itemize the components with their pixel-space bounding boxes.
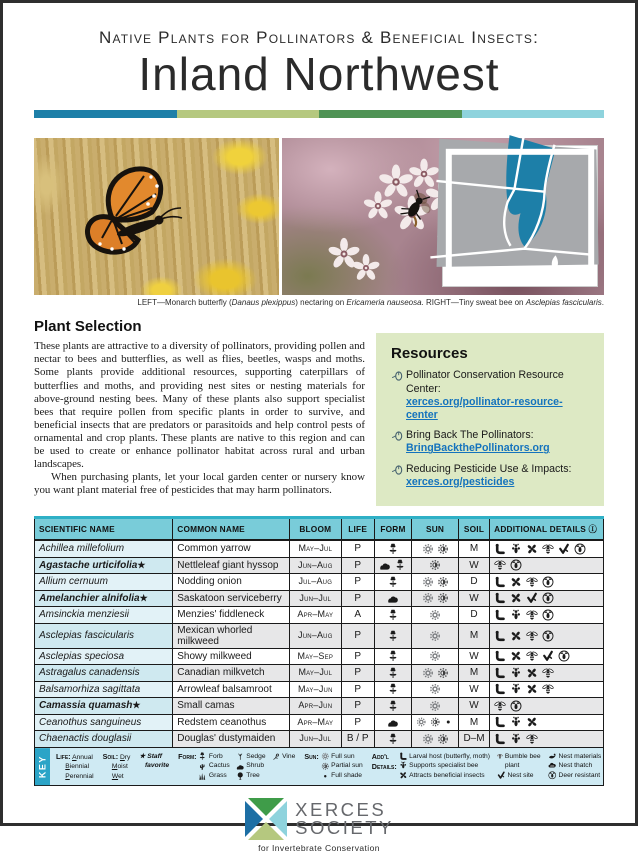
- forb-icon: [198, 752, 207, 761]
- shrub-icon: [379, 559, 391, 571]
- form-cell: [374, 590, 412, 607]
- bumble-bee-icon: [526, 576, 538, 588]
- soil-cell: D: [458, 607, 489, 624]
- shrub-icon: [387, 592, 399, 604]
- deer-resistant-icon: [510, 559, 522, 571]
- specialist-bee-icon: [399, 761, 408, 770]
- additional-details-cell: [490, 714, 604, 731]
- common-name-cell: Showy milkweed: [173, 648, 290, 665]
- specialist-bee-icon: [510, 667, 522, 679]
- forb-icon: [387, 733, 399, 745]
- forb-icon: [387, 543, 399, 555]
- partial-sun-icon: [437, 576, 449, 588]
- plant-selection-paragraph-2: When purchasing plants, let your local garden center or nursery know you want plant material free of pesticides that may harm pollinators.: [34, 471, 365, 497]
- sun-cell: [412, 574, 459, 591]
- form-cell: [374, 731, 412, 748]
- full-sun-icon: [422, 733, 434, 745]
- forb-icon: [387, 683, 399, 695]
- additional-details-cell: [490, 731, 604, 748]
- larval-host-icon: [494, 667, 506, 679]
- full-sun-icon: [422, 667, 434, 679]
- bumble-bee-icon: [526, 630, 538, 642]
- resource-link[interactable]: xerces.org/pollinator-resource-center: [406, 395, 563, 421]
- larval-host-icon: [494, 630, 506, 642]
- bloom-cell: Jun–Aug: [289, 623, 341, 648]
- forb-icon: [387, 667, 399, 679]
- soil-cell: D–M: [458, 731, 489, 748]
- form-cell: [374, 714, 412, 731]
- sedge-icon: [236, 752, 245, 761]
- vine-icon: [272, 752, 281, 761]
- partial-sun-icon: [437, 667, 449, 679]
- column-header-soil: SOIL: [458, 518, 489, 541]
- scientific-name-cell: Chaenactis douglasii: [35, 731, 173, 748]
- scientific-name-cell: Allium cernuum: [35, 574, 173, 591]
- sun-cell: [412, 557, 459, 574]
- mouse-icon: [391, 370, 403, 382]
- larval-host-icon: [494, 592, 506, 604]
- page-title: Inland Northwest: [138, 48, 500, 100]
- common-name-cell: Saskatoon serviceberry: [173, 590, 290, 607]
- xerces-x-mark-icon: [244, 797, 288, 841]
- bloom-cell: Jun–Jul: [289, 731, 341, 748]
- sun-cell: [412, 648, 459, 665]
- bumble-bee-icon: [542, 683, 554, 695]
- key-sun-item: Partial sun: [321, 761, 363, 771]
- deer-resistant-icon: [542, 576, 554, 588]
- life-cell: P: [341, 557, 374, 574]
- sun-cell: [412, 731, 459, 748]
- grass-icon: [198, 772, 207, 781]
- scientific-name-cell: Amsinckia menziesii: [35, 607, 173, 624]
- bumble-bee-icon: [542, 667, 554, 679]
- key-form-item: Shrub: [236, 761, 266, 771]
- logo-tagline: for Invertebrate Conservation: [258, 842, 380, 853]
- key-detail-item: Deer resistant: [548, 771, 601, 781]
- color-bar-segment-3: [319, 110, 462, 118]
- soil-cell: M: [458, 714, 489, 731]
- table-header-row: [35, 518, 604, 541]
- key-detail-item: Nest site: [497, 771, 541, 781]
- life-cell: P: [341, 623, 374, 648]
- beneficial-insects-icon: [510, 576, 522, 588]
- nest-site-icon: [542, 650, 554, 662]
- plant-selection-section: [34, 316, 365, 506]
- bumble-bee-icon: [494, 700, 506, 712]
- deer-resistant-icon: [542, 630, 554, 642]
- color-bar-segment-4: [462, 110, 605, 118]
- specialist-bee-icon: [510, 683, 522, 695]
- full-sun-icon: [429, 630, 441, 642]
- key-form-item: Forb: [198, 752, 229, 762]
- common-name-cell: Common yarrow: [173, 540, 290, 557]
- sun-cell: [412, 665, 459, 682]
- form-cell: [374, 607, 412, 624]
- larval-host-icon: [494, 543, 506, 555]
- plant-selection-heading: Plant Selection: [34, 318, 142, 336]
- soil-cell: M: [458, 665, 489, 682]
- logo-wordmark: XERCES SOCIETY: [295, 799, 394, 838]
- staff-favorite-star-icon: ★: [132, 700, 141, 711]
- monarch-butterfly-photo: [34, 138, 279, 295]
- full-sun-icon: [422, 592, 434, 604]
- table-row: [35, 698, 604, 715]
- resource-item: [391, 429, 589, 455]
- form-cell: [374, 623, 412, 648]
- table-row: [35, 607, 604, 624]
- resource-label: Reducing Pesticide Use & Impacts:: [406, 462, 572, 475]
- forb-icon: [387, 700, 399, 712]
- key-life-group: Life: Annual Biennial Perennial: [56, 751, 94, 781]
- key-detail-item: Nest materials: [548, 752, 601, 762]
- table-row: [35, 665, 604, 682]
- additional-details-cell: [490, 665, 604, 682]
- beneficial-insects-icon: [399, 771, 408, 780]
- full-sun-icon: [422, 543, 434, 555]
- bumble-bee-icon: [526, 733, 538, 745]
- region-map: [442, 145, 598, 287]
- full-sun-icon: [422, 576, 434, 588]
- mouse-icon: [391, 430, 403, 442]
- table-row: [35, 714, 604, 731]
- bumble-bee-icon: [542, 543, 554, 555]
- sun-cell: [412, 623, 459, 648]
- key-staff-favorite: ★ Staff favorite: [139, 752, 170, 770]
- key-form-item: Vine: [272, 752, 296, 762]
- bloom-cell: Jul–Aug: [289, 574, 341, 591]
- full-sun-icon: [429, 609, 441, 621]
- sun-cell: [412, 540, 459, 557]
- bloom-cell: Jun–Aug: [289, 557, 341, 574]
- full-sun-icon: [429, 683, 441, 695]
- full-sun-icon: [429, 650, 441, 662]
- deer-resistant-icon: [574, 543, 586, 555]
- scientific-name-cell: Camassia quamash★: [35, 698, 173, 715]
- bloom-cell: May–Jul: [289, 665, 341, 682]
- scientific-name-cell: Ceanothus sanguineus: [35, 714, 173, 731]
- key-form-item: Sedge: [236, 752, 266, 762]
- table-row: [35, 681, 604, 698]
- additional-details-cell: [490, 623, 604, 648]
- resource-label: Bring Back The Pollinators:: [406, 429, 534, 442]
- staff-favorite-star-icon: ★: [137, 559, 146, 570]
- key-form-item: Tree: [236, 771, 266, 781]
- column-header-additional-details: ADDITIONAL DETAILS Ⓘ: [490, 518, 604, 541]
- table-row: [35, 574, 604, 591]
- sun-cell: [412, 681, 459, 698]
- full-sun-icon: [416, 716, 427, 728]
- additional-details-cell: [490, 557, 604, 574]
- bloom-cell: Apr–May: [289, 714, 341, 731]
- partial-sun-icon: [437, 543, 449, 555]
- additional-details-cell: [490, 648, 604, 665]
- deer-resistant-icon: [510, 700, 522, 712]
- resource-label: Pollinator Conservation Resource Center:: [406, 369, 564, 395]
- color-bar: [34, 110, 604, 118]
- resources-heading: Resources: [391, 345, 468, 363]
- column-header-bloom: BLOOM: [289, 518, 341, 541]
- sun-cell: [412, 698, 459, 715]
- bloom-cell: May–Jul: [289, 540, 341, 557]
- form-cell: [374, 574, 412, 591]
- deer-resistant-icon: [558, 650, 570, 662]
- beneficial-insects-icon: [510, 650, 522, 662]
- partial-sun-icon: [430, 716, 441, 728]
- specialist-bee-icon: [510, 609, 522, 621]
- deer-resistant-icon: [542, 592, 554, 604]
- column-header-common-name: COMMON NAME: [173, 518, 290, 541]
- staff-favorite-star-icon: ★: [139, 592, 148, 603]
- key-form-item: Cactus: [198, 761, 229, 771]
- soil-cell: W: [458, 698, 489, 715]
- resource-item: [391, 369, 589, 422]
- soil-cell: W: [458, 681, 489, 698]
- key-sun-item: Full shade: [321, 771, 363, 781]
- photo-strip: [34, 138, 604, 295]
- color-bar-segment-2: [177, 110, 320, 118]
- larval-host-icon: [494, 716, 506, 728]
- common-name-cell: Arrowleaf balsamroot: [173, 681, 290, 698]
- life-cell: P: [341, 540, 374, 557]
- beneficial-insects-icon: [510, 592, 522, 604]
- form-cell: [374, 698, 412, 715]
- life-cell: P: [341, 648, 374, 665]
- soil-cell: M: [458, 540, 489, 557]
- form-cell: [374, 648, 412, 665]
- beneficial-insects-icon: [526, 667, 538, 679]
- bloom-cell: Apr–Jun: [289, 698, 341, 715]
- life-cell: A: [341, 607, 374, 624]
- forb-icon: [387, 630, 399, 642]
- key-detail-item: Nest thatch: [548, 761, 601, 771]
- scientific-name-cell: Achillea millefolium: [35, 540, 173, 557]
- photo-caption: LEFT—Monarch butterfly (Danaus plexippus) nectaring on Ericameria nauseosa. RIGHT—Tiny sweat bee on Asclepias fascicularis.: [137, 298, 604, 308]
- key-detail-item: Supports specialist bee: [399, 761, 490, 771]
- common-name-cell: Nodding onion: [173, 574, 290, 591]
- bumble-bee-icon: [497, 752, 503, 761]
- specialist-bee-icon: [510, 716, 522, 728]
- full-sun-icon: [321, 752, 330, 761]
- soil-cell: D: [458, 574, 489, 591]
- sun-cell: [412, 714, 459, 731]
- shrub-icon: [387, 716, 399, 728]
- info-icon: Ⓘ: [585, 524, 597, 535]
- resource-link[interactable]: xerces.org/pesticides: [406, 475, 515, 488]
- life-cell: P: [341, 665, 374, 682]
- beneficial-insects-icon: [510, 630, 522, 642]
- color-bar-segment-1: [34, 110, 177, 118]
- resource-item: [391, 463, 589, 489]
- deer-resistant-icon: [542, 609, 554, 621]
- full-sun-icon: [429, 700, 441, 712]
- document-kicker: Native Plants for Pollinators & Beneficial Insects:: [98, 28, 539, 47]
- larval-host-icon: [494, 609, 506, 621]
- specialist-bee-icon: [510, 543, 522, 555]
- key-sun-item: Full sun: [321, 752, 363, 762]
- nest-thatch-icon: [548, 761, 557, 770]
- key-form-group: Form: Forb Cactus Grass Sedge Shrub Tree Vine: [178, 751, 296, 780]
- key-soil-group: Soil: Dry Moist Wet: [102, 751, 131, 781]
- partial-sun-icon: [437, 592, 449, 604]
- xerces-society-logo: [244, 797, 394, 853]
- larval-host-icon: [494, 576, 506, 588]
- shrub-icon: [236, 762, 245, 771]
- common-name-cell: Nettleleaf giant hyssop: [173, 557, 290, 574]
- form-cell: [374, 557, 412, 574]
- life-cell: B / P: [341, 731, 374, 748]
- column-header-form: FORM: [374, 518, 412, 541]
- key-sun-group: Sun: Full sun Partial sun Full shade: [304, 751, 363, 780]
- column-header-scientific-name: SCIENTIFIC NAME: [35, 518, 173, 541]
- life-cell: P: [341, 574, 374, 591]
- bloom-cell: Jun–Jul: [289, 590, 341, 607]
- larval-host-icon: [399, 752, 408, 761]
- additional-details-cell: [490, 607, 604, 624]
- additional-details-cell: [490, 590, 604, 607]
- bumble-bee-icon: [494, 559, 506, 571]
- bloom-cell: May–Sep: [289, 648, 341, 665]
- bloom-cell: May–Jun: [289, 681, 341, 698]
- nest-site-icon: [558, 543, 570, 555]
- full-shade-icon: [443, 716, 454, 728]
- soil-cell: W: [458, 557, 489, 574]
- nest-site-icon: [497, 771, 506, 780]
- forb-icon: [387, 650, 399, 662]
- table-row: [35, 557, 604, 574]
- key-additional-details-group: Add'l Details: Larval host (butterfly, moth) Supports specialist bee Attracts beneficial insects Bumble bee plant Nest site Nest materials Nest thatch Deer resistant: [371, 751, 602, 780]
- resources-box: [376, 333, 604, 506]
- scientific-name-cell: Agastache urticifolia★: [35, 557, 173, 574]
- larval-host-icon: [494, 733, 506, 745]
- scientific-name-cell: Asclepias speciosa: [35, 648, 173, 665]
- column-header-life: LIFE: [341, 518, 374, 541]
- resource-link[interactable]: BringBackthePollinators.org: [406, 442, 550, 455]
- table-row: [35, 623, 604, 648]
- tree-icon: [236, 772, 245, 781]
- nest-materials-icon: [548, 752, 557, 761]
- key-detail-item: Bumble bee plant: [497, 752, 541, 771]
- key-tab-label: KEY: [35, 748, 50, 785]
- larval-host-icon: [494, 650, 506, 662]
- beneficial-insects-icon: [526, 543, 538, 555]
- deer-resistant-icon: [548, 771, 557, 780]
- form-cell: [374, 540, 412, 557]
- table-row: [35, 540, 604, 557]
- scientific-name-cell: Astragalus canadensis: [35, 665, 173, 682]
- beneficial-insects-icon: [526, 683, 538, 695]
- life-cell: P: [341, 714, 374, 731]
- forb-icon: [387, 609, 399, 621]
- bumble-bee-icon: [526, 650, 538, 662]
- table-key: [34, 748, 604, 786]
- full-shade-icon: [321, 772, 330, 781]
- common-name-cell: Redstem ceanothus: [173, 714, 290, 731]
- common-name-cell: Menzies' fiddleneck: [173, 607, 290, 624]
- table-row: [35, 731, 604, 748]
- key-detail-item: Attracts beneficial insects: [399, 771, 490, 781]
- life-cell: P: [341, 590, 374, 607]
- common-name-cell: Mexican whorled milkweed: [173, 623, 290, 648]
- forb-icon: [394, 559, 406, 571]
- table-row: [35, 648, 604, 665]
- sweat-bee-photo: [282, 138, 604, 295]
- life-cell: P: [341, 698, 374, 715]
- form-cell: [374, 681, 412, 698]
- forb-icon: [387, 576, 399, 588]
- life-cell: P: [341, 681, 374, 698]
- key-form-item: Grass: [198, 771, 229, 781]
- partial-sun-icon: [437, 733, 449, 745]
- additional-details-cell: [490, 574, 604, 591]
- bumble-bee-icon: [526, 609, 538, 621]
- scientific-name-cell: Asclepias fascicularis: [35, 623, 173, 648]
- monarch-butterfly-illustration: [60, 156, 210, 276]
- soil-cell: W: [458, 590, 489, 607]
- soil-cell: W: [458, 648, 489, 665]
- key-detail-item: Larval host (butterfly, moth): [399, 752, 490, 762]
- sun-cell: [412, 590, 459, 607]
- table-row: [35, 590, 604, 607]
- mouse-icon: [391, 464, 403, 476]
- nest-site-icon: [526, 592, 538, 604]
- partial-sun-icon: [321, 762, 330, 771]
- scientific-name-cell: Amelanchier alnifolia★: [35, 590, 173, 607]
- bloom-cell: Apr–May: [289, 607, 341, 624]
- beneficial-insects-icon: [526, 716, 538, 728]
- scientific-name-cell: Balsamorhiza sagittata: [35, 681, 173, 698]
- soil-cell: M: [458, 623, 489, 648]
- partial-sun-icon: [429, 559, 441, 571]
- specialist-bee-icon: [510, 733, 522, 745]
- additional-details-cell: [490, 681, 604, 698]
- common-name-cell: Douglas' dustymaiden: [173, 731, 290, 748]
- common-name-cell: Canadian milkvetch: [173, 665, 290, 682]
- additional-details-cell: [490, 698, 604, 715]
- plants-table: [34, 516, 604, 748]
- cactus-icon: [198, 762, 207, 771]
- common-name-cell: Small camas: [173, 698, 290, 715]
- additional-details-cell: [490, 540, 604, 557]
- sun-cell: [412, 607, 459, 624]
- plant-selection-paragraph-1: These plants are attractive to a diversity of pollinators, providing pollen and nectar to bees and butterflies, as well as flies, beetles, wasps and moths. Some plants provide additional resources, supporting caterpillars of butterflies and moths, and providing nest sites or nesting materials for above-ground nesting bees. Many of these plants also support specialist bees that require pollen from specific plants in order to survive, and beneficial insects that are predators or parasitoids and help control pests of ornamental and crop plants. These plants are native to this region and can be used to create or enhance pollinator habitat across rural and urban landscapes.: [34, 340, 365, 470]
- larval-host-icon: [494, 683, 506, 695]
- form-cell: [374, 665, 412, 682]
- column-header-sun: SUN: [412, 518, 459, 541]
